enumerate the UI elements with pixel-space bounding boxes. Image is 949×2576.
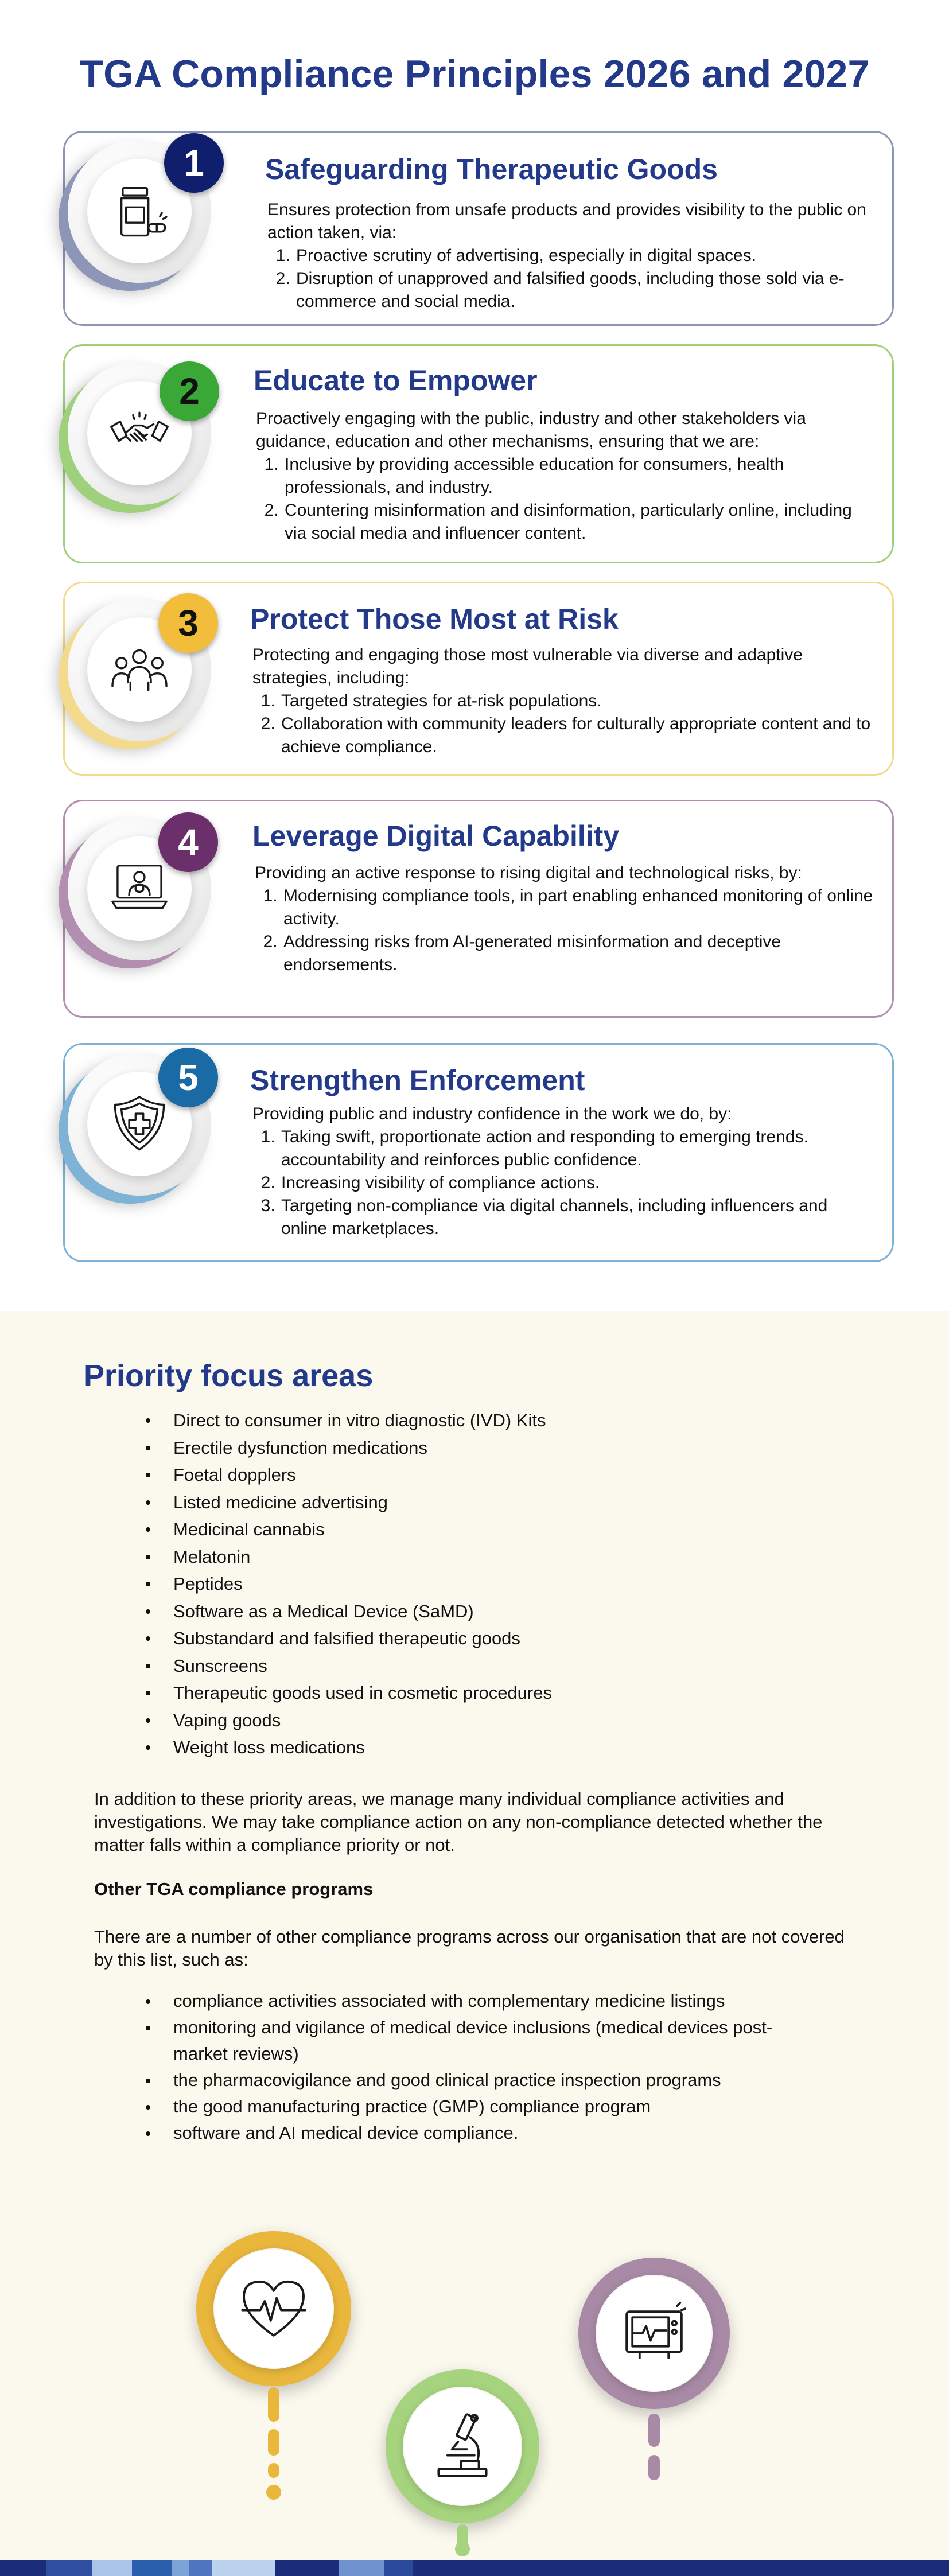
principle-title-1: Safeguarding Therapeutic Goods (265, 153, 718, 185)
principle-card-1 (63, 131, 894, 326)
principle-intro-4: Providing an active response to rising digital and technological risks, by: (255, 863, 802, 882)
principle-5-item: 3. Targeting non-compliance via digital channels, including influencers and online marketplaces. (280, 1194, 876, 1240)
principle-title-3: Protect Those Most at Risk (250, 603, 619, 635)
other-programs-intro: There are a number of other compliance programs across our organisation that are not covered by this list, such as: (94, 1927, 845, 1970)
other-program-item: monitoring and vigilance of medical device inclusions (medical devices post-market reviews) (146, 2014, 806, 2067)
monitor-pulse-icon (618, 2297, 690, 2369)
principle-intro-5: Providing public and industry confidence in the work we do, by: (252, 1104, 732, 1123)
principle-1-item: 2. Disruption of unapproved and falsified goods, including those sold via e-commerce and social media. (295, 267, 879, 313)
priority-item: Therapeutic goods used in cosmetic procedures (146, 1679, 552, 1707)
principle-intro-3: Protecting and engaging those most vulnerable via diverse and adaptive strategies, including: (252, 645, 803, 687)
principle-card-4 (63, 800, 894, 1018)
other-programs-heading: Other TGA compliance programs (94, 1879, 374, 1899)
other-program-item: the good manufacturing practice (GMP) compliance program (146, 2094, 806, 2120)
principle-number-badge-3: 3 (158, 593, 218, 653)
other-programs-list (146, 1988, 806, 2146)
principle-number-badge-1: 1 (164, 133, 224, 193)
priority-item: Sunscreens (146, 1652, 552, 1680)
principle-2-item: 1. Inclusive by providing accessible education for consumers, health professionals, and industry. (283, 453, 873, 499)
other-program-item: the pharmacovigilance and good clinical practice inspection programs (146, 2067, 806, 2094)
principle-number-badge-5: 5 (158, 1048, 218, 1107)
priority-item: Weight loss medications (146, 1734, 552, 1761)
microscope-icon (425, 2409, 500, 2484)
principle-card-5 (63, 1043, 894, 1262)
principle-title-5: Strengthen Enforcement (250, 1064, 585, 1096)
priority-item: Software as a Medical Device (SaMD) (146, 1598, 552, 1625)
principle-intro-1: Ensures protection from unsafe products and provides visibility to the public on action taken, via: (267, 200, 866, 242)
principle-number-badge-2: 2 (160, 361, 219, 421)
principle-3-item: 2. Collaboration with community leaders for culturally appropriate content and to achieve compliance. (280, 713, 873, 758)
principle-card-3 (63, 582, 894, 776)
priority-item: Erectile dysfunction medications (146, 1434, 552, 1462)
priority-item: Listed medicine advertising (146, 1489, 552, 1516)
principle-2-item: 2. Countering misinformation and disinformation, particularly online, including via social media and influencer content. (283, 499, 873, 545)
priority-item: Substandard and falsified therapeutic goods (146, 1625, 552, 1652)
priority-item: Melatonin (146, 1543, 552, 1571)
page-title: TGA Compliance Principles 2026 and 2027 (79, 52, 870, 96)
principle-intro-2: Proactively engaging with the public, industry and other stakeholders via guidance, education and other mechanisms, ensuring that we are: (256, 409, 806, 451)
principle-body-1 (267, 199, 879, 313)
other-program-item: compliance activities associated with complementary medicine listings (146, 1988, 806, 2014)
principle-title-4: Leverage Digital Capability (252, 820, 620, 852)
principle-body-3 (252, 644, 873, 758)
priority-item: Medicinal cannabis (146, 1516, 552, 1543)
principle-number-badge-4: 4 (158, 812, 218, 872)
heart-pulse-icon (236, 2271, 311, 2346)
principle-1-item: 1. Proactive scrutiny of advertising, especially in digital spaces. (295, 244, 879, 267)
principle-body-4 (255, 862, 874, 976)
principle-4-item: 2. Addressing risks from AI-generated misinformation and deceptive endorsements. (282, 931, 874, 976)
principle-body-2 (256, 407, 873, 545)
principle-title-2: Educate to Empower (254, 364, 538, 396)
priority-item: Vaping goods (146, 1707, 552, 1734)
principle-body-5 (252, 1103, 876, 1240)
priority-section-title: Priority focus areas (84, 1359, 374, 1393)
priority-item: Foetal dopplers (146, 1461, 552, 1489)
shield-cross-icon (107, 1092, 172, 1156)
priority-paragraph: In addition to these priority areas, we manage many individual compliance activities and investigations. We may take compliance action on any non-compliance detected whether the matter falls within a compliance priority or not. (94, 1789, 823, 1855)
priority-item: Direct to consumer in vitro diagnostic (IVD) Kits (146, 1407, 552, 1434)
principle-3-item: 1. Targeted strategies for at-risk populations. (280, 690, 873, 713)
other-program-item: software and AI medical device compliance. (146, 2120, 806, 2146)
priority-item: Peptides (146, 1570, 552, 1598)
principle-4-item: 1. Modernising compliance tools, in part enabling enhanced monitoring of online activity. (282, 885, 874, 931)
principle-5-item: 1. Taking swift, proportionate action and responding to emerging trends. accountability and reinforces public confidence. (280, 1126, 876, 1172)
priority-list (146, 1407, 552, 1761)
principle-card-2 (63, 344, 894, 563)
medicine-bottle-icon (107, 179, 172, 243)
people-group-icon (107, 637, 172, 702)
principle-5-item: 2. Increasing visibility of compliance actions. (280, 1172, 876, 1194)
priority-section (0, 1311, 949, 2576)
handshake-icon (107, 401, 172, 465)
online-consultation-icon (107, 857, 172, 921)
footer-stripe (0, 2560, 949, 2576)
